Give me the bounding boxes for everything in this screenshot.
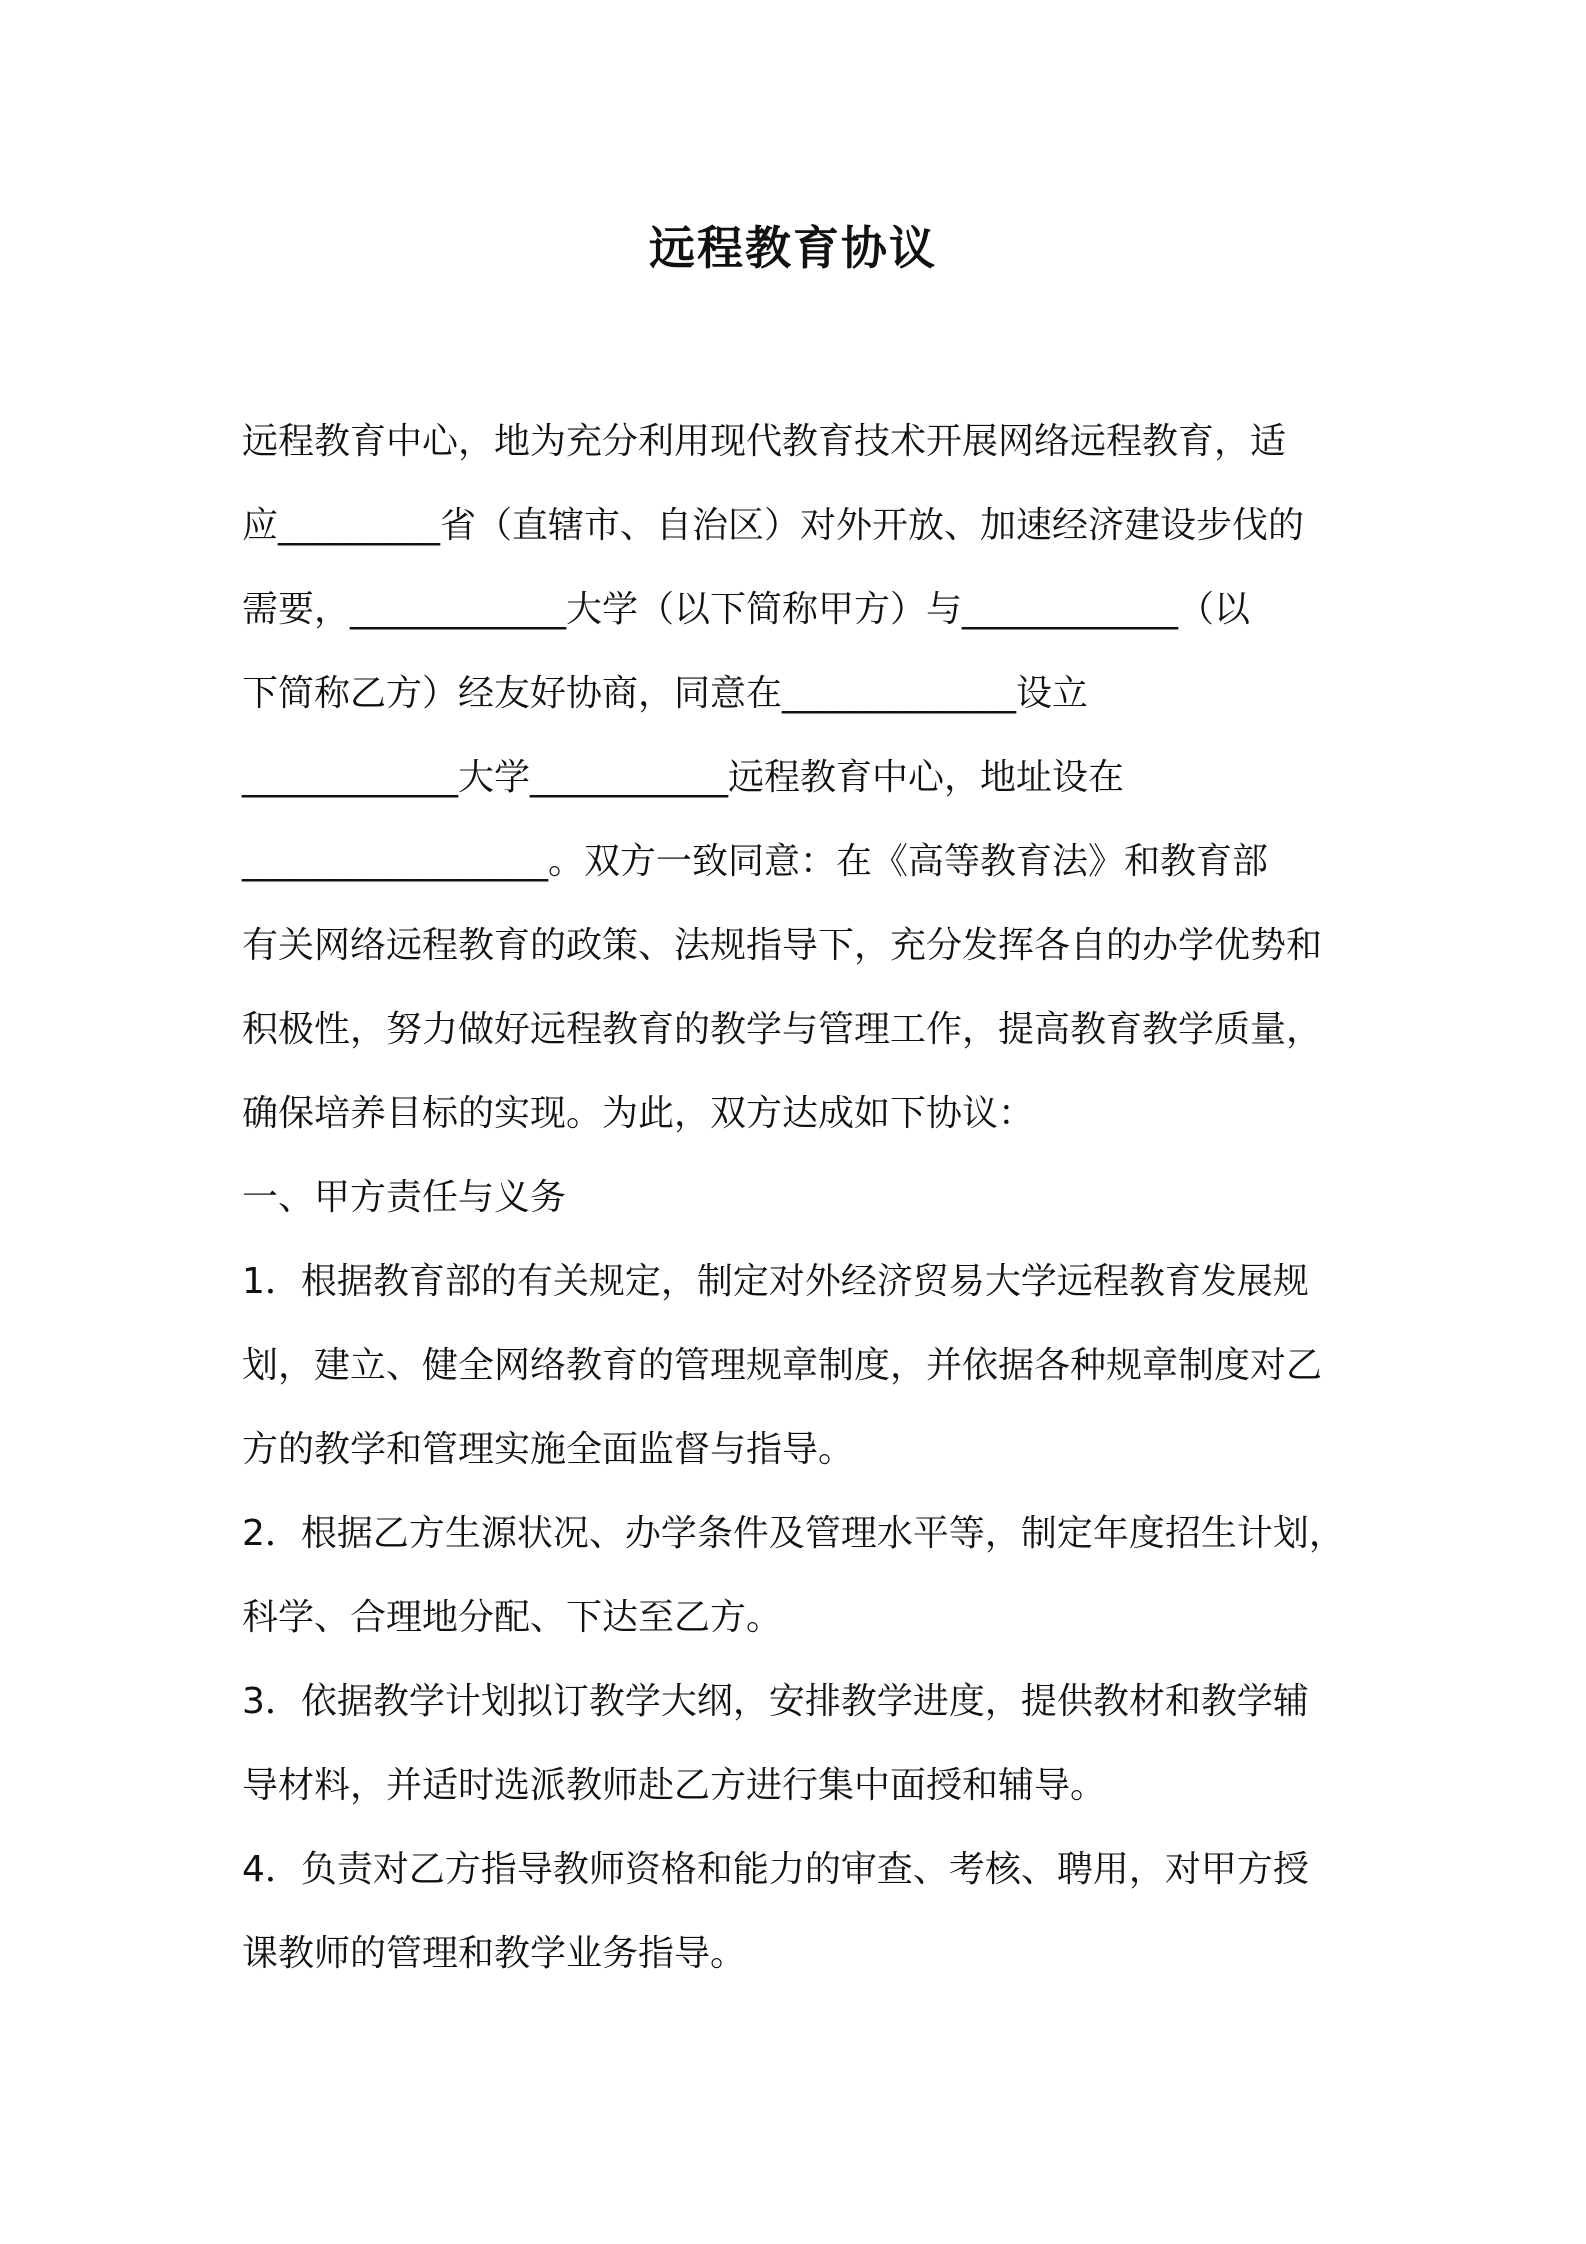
text-line-5: ____________大学___________远程教育中心，地址设在 <box>242 757 1125 798</box>
clause-4-line-1: 4．负责对乙方指导教师资格和能力的审查、考核、聘用，对甲方授 <box>242 1849 1309 1890</box>
text-line-8: 积极性，努力做好远程教育的教学与管理工作，提高教育教学质量， <box>242 1009 1323 1050</box>
text-line-1: 远程教育中心，地为充分利用现代教育技术开展网络远程教育，适 <box>242 421 1287 462</box>
page-title: 远程教育协议 <box>649 221 937 275</box>
text-line-4: 下简称乙方）经友好协商，同意在_____________设立 <box>242 673 1089 714</box>
clause-2-line-1: 2．根据乙方生源状况、办学条件及管理水平等，制定年度招生计划， <box>242 1513 1345 1554</box>
text-line-3: 需要，____________大学（以下简称甲方）与____________（以 <box>242 589 1251 630</box>
text-line-7: 有关网络远程教育的政策、法规指导下，充分发挥各自的办学优势和 <box>242 925 1323 966</box>
section-heading-party-a: 一、甲方责任与义务 <box>242 1177 567 1218</box>
text-line-9: 确保培养目标的实现。为此，双方达成如下协议： <box>242 1093 1035 1134</box>
text-line-6: _________________。双方一致同意：在《高等教育法》和教育部 <box>242 841 1269 882</box>
text-line-2: 应_________省（直辖市、自治区）对外开放、加速经济建设步伐的 <box>242 505 1305 546</box>
clause-1-line-1: 1．根据教育部的有关规定，制定对外经济贸易大学远程教育发展规 <box>242 1261 1309 1302</box>
clause-3-line-1: 3．依据教学计划拟订教学大纲，安排教学进度，提供教材和教学辅 <box>242 1681 1309 1722</box>
clause-1-line-2: 划，建立、健全网络教育的管理规章制度，并依据各种规章制度对乙 <box>242 1345 1323 1386</box>
clause-1-line-3: 方的教学和管理实施全面监督与指导。 <box>242 1429 855 1470</box>
clause-3-line-2: 导材料，并适时选派教师赴乙方进行集中面授和辅导。 <box>242 1765 1107 1806</box>
clause-4-line-2: 课教师的管理和教学业务指导。 <box>242 1933 747 1974</box>
clause-2-line-2: 科学、合理地分配、下达至乙方。 <box>242 1597 783 1638</box>
agreement-body <box>242 400 1362 1996</box>
